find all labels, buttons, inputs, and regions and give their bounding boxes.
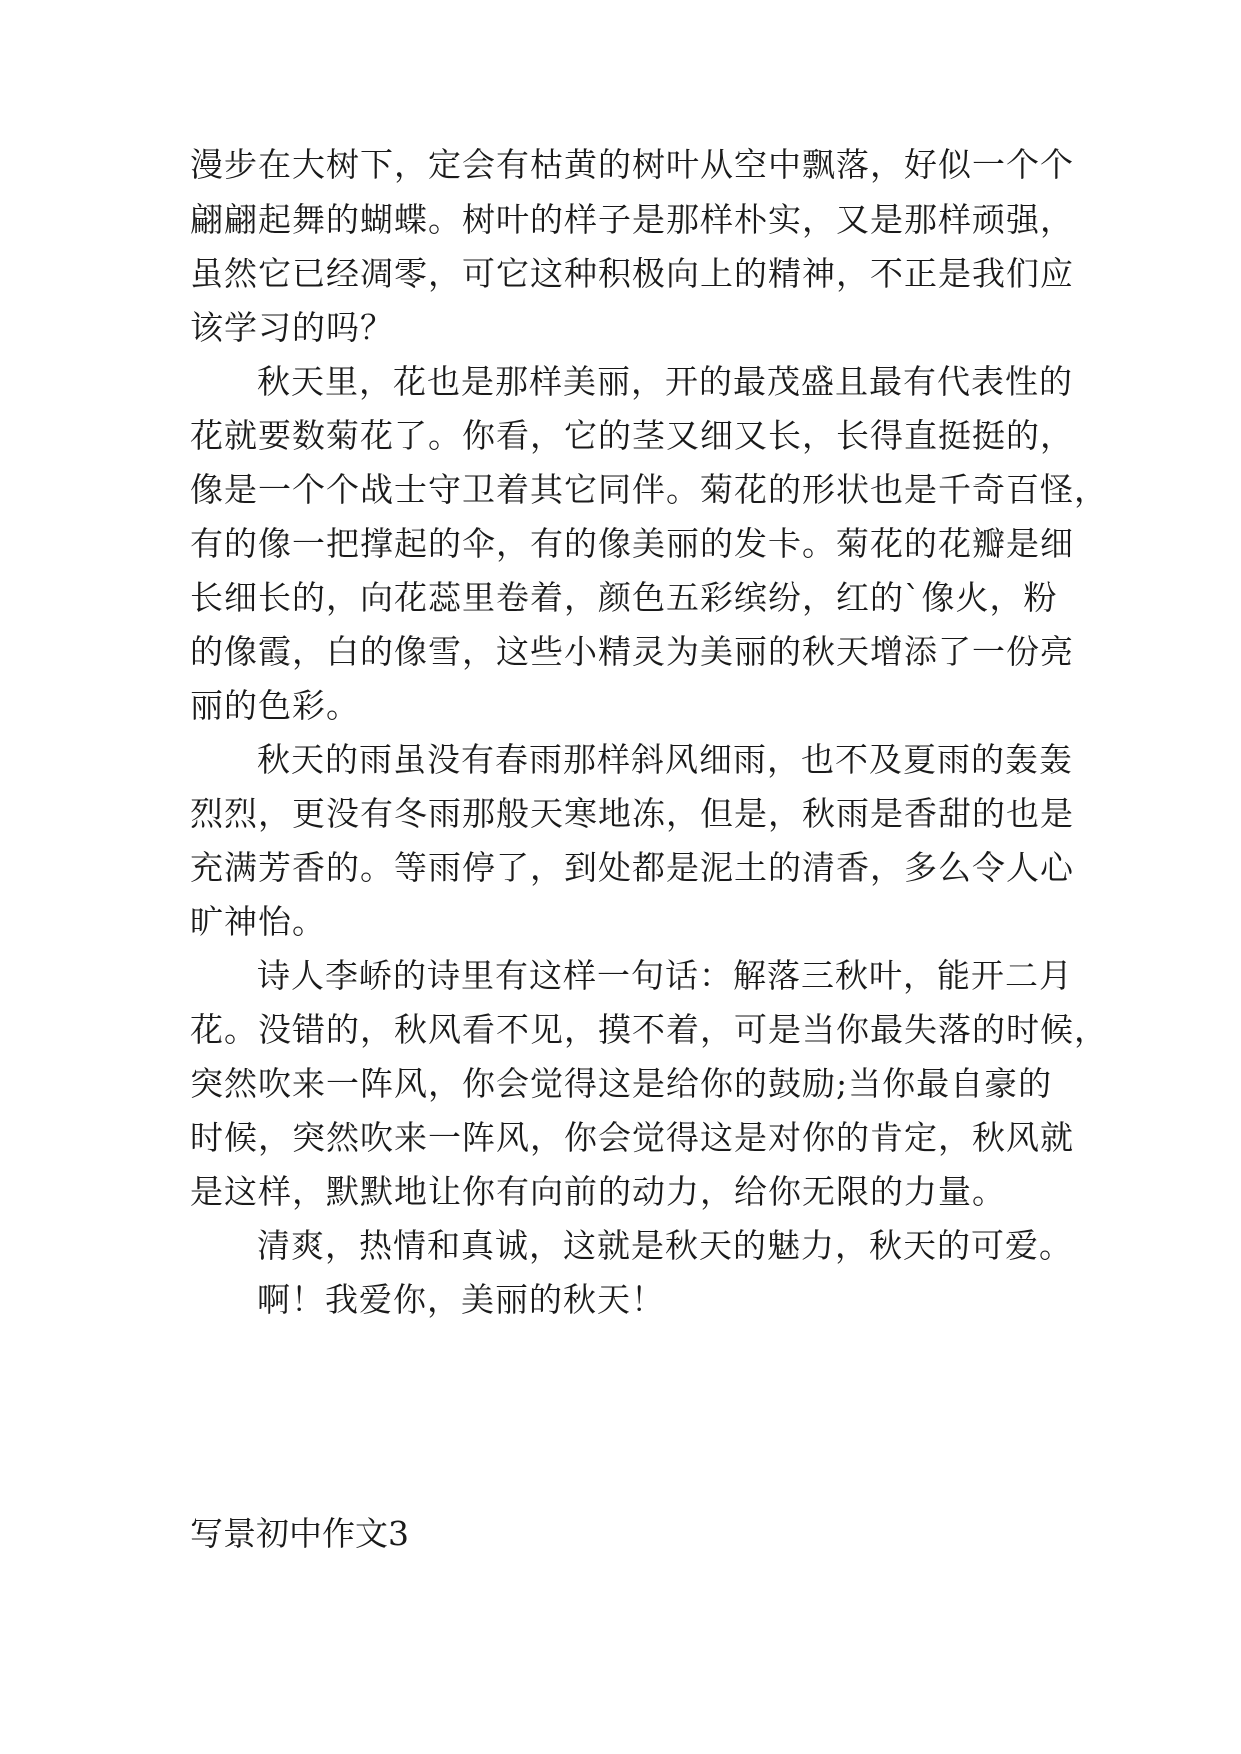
text-line: 翩翩起舞的蝴蝶。树叶的样子是那样朴实，又是那样顽强，: [190, 200, 1074, 239]
text-line: 像是一个个战士守卫着其它同伴。菊花的形状也是千奇百怪，: [190, 470, 1108, 509]
text-line: 啊！我爱你，美丽的秋天！: [257, 1280, 665, 1319]
text-line: 虽然它已经凋零，可它这种积极向上的精神，不正是我们应: [190, 254, 1074, 293]
text-line: 诗人李峤的诗里有这样一句话：解落三秋叶，能开二月: [257, 956, 1073, 995]
text-line: 旷神怡。: [190, 902, 326, 941]
text-line: 突然吹来一阵风，你会觉得这是给你的鼓励;当你最自豪的: [190, 1064, 1053, 1103]
text-line: 秋天的雨虽没有春雨那样斜风细雨，也不及夏雨的轰轰: [257, 740, 1073, 779]
text-line: 漫步在大树下，定会有枯黄的树叶从空中飘落，好似一个个: [190, 145, 1074, 184]
text-line: 该学习的吗？: [190, 308, 394, 347]
text-line: 的像霞，白的像雪，这些小精灵为美丽的秋天增添了一份亮: [190, 632, 1074, 671]
text-line: 秋天里，花也是那样美丽，开的最茂盛且最有代表性的: [257, 362, 1073, 401]
section-heading: 写景初中作文3: [190, 1514, 409, 1553]
text-line: 时候，突然吹来一阵风，你会觉得这是对你的肯定，秋风就: [190, 1118, 1074, 1157]
text-line: 丽的色彩。: [190, 686, 360, 725]
text-line: 清爽，热情和真诚，这就是秋天的魅力，秋天的可爱。: [257, 1226, 1073, 1265]
text-line: 烈烈，更没有冬雨那般天寒地冻，但是，秋雨是香甜的也是: [190, 794, 1074, 833]
text-line: 充满芳香的。等雨停了，到处都是泥土的清香，多么令人心: [190, 848, 1074, 887]
text-line: 花。没错的，秋风看不见，摸不着，可是当你最失落的时候，: [190, 1010, 1108, 1049]
text-line: 是这样，默默地让你有向前的动力，给你无限的力量。: [190, 1172, 1006, 1211]
text-line: 花就要数菊花了。你看，它的茎又细又长，长得直挺挺的，: [190, 416, 1074, 455]
text-line: 长细长的，向花蕊里卷着，颜色五彩缤纷，红的`像火，粉: [190, 578, 1058, 617]
text-line: 有的像一把撑起的伞，有的像美丽的发卡。菊花的花瓣是细: [190, 524, 1074, 563]
